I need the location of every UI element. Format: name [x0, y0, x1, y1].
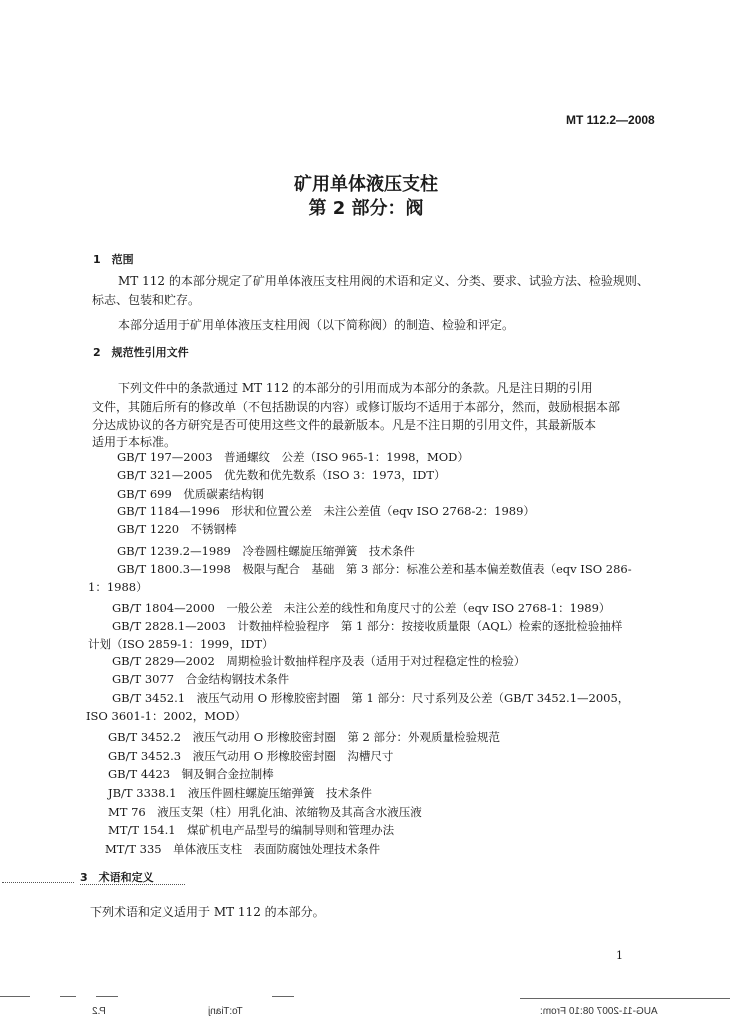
document-title: 矿用单体液压支柱: [294, 174, 438, 195]
fax-footer-dash: [96, 996, 118, 997]
fax-footer-recipient: To:Tianj: [208, 1006, 243, 1017]
reference-item: GB/T 2829—2002 周期检验计数抽样程序及表（适用于对过程稳定性的检验）: [112, 654, 526, 668]
section-1-para-1-line-1: MT 112 的本部分规定了矿用单体液压支柱用阀的术语和定义、分类、要求、试验方法、检验规则、: [118, 274, 649, 288]
section-2-heading: 2 规范性引用文件: [93, 346, 189, 359]
section-1-heading: 1 范围: [93, 253, 134, 266]
section-3-heading: 3 术语和定义: [80, 871, 154, 884]
page-number: 1: [616, 949, 623, 962]
section-3-heading-underline: [80, 884, 185, 885]
reference-item: GB/T 1239.2—1989 冷卷圆柱螺旋压缩弹簧 技术条件: [117, 544, 415, 558]
reference-item: MT/T 154.1 煤矿机电产品型号的编制导则和管理办法: [108, 823, 395, 837]
section-2-intro-line-2: 文件，其随后所有的修改单（不包括勘误的内容）或修订版均不适用于本部分，然而，鼓励根据本部: [92, 400, 621, 414]
section-1-para-1-line-2: 标志、包装和贮存。: [92, 293, 201, 307]
reference-item: GB/T 1184—1996 形状和位置公差 未注公差值（eqv ISO 2768-2：1989）: [117, 504, 535, 518]
fax-footer-dash: [60, 996, 76, 997]
reference-item: GB/T 3452.2 液压气动用 O 形橡胶密封圈 第 2 部分：外观质量检验规范: [108, 730, 500, 744]
fax-footer-sender-timestamp: AUG-11-2007 08:10 From:: [540, 1006, 658, 1017]
reference-item-continued: 1：1988）: [88, 580, 148, 594]
document-subtitle: 第 2 部分：阀: [308, 198, 424, 219]
reference-item: MT/T 335 单体液压支柱 表面防腐蚀处理技术条件: [105, 842, 381, 856]
section-1-para-2: 本部分适用于矿用单体液压支柱用阀（以下简称阀）的制造、检验和评定。: [118, 318, 515, 332]
reference-item: GB/T 3077 合金结构钢技术条件: [112, 672, 290, 686]
reference-item: GB/T 699 优质碳素结构钢: [117, 487, 264, 501]
reference-item: GB/T 1804—2000 一般公差 未注公差的线性和角度尺寸的公差（eqv ISO 2768-1：1989）: [112, 601, 611, 615]
reference-item: GB/T 2828.1—2003 计数抽样检验程序 第 1 部分：按接收质量限（AQL）检索的逐批检验抽样: [112, 619, 623, 633]
fax-footer-dash: [0, 996, 30, 997]
left-margin-dotted-line: [2, 882, 74, 883]
reference-item-continued: 计划（ISO 2859-1：1999，IDT）: [88, 637, 274, 651]
reference-item: GB/T 1220 不锈钢棒: [117, 522, 237, 536]
fax-footer-dash: [272, 996, 294, 997]
reference-item: GB/T 3452.3 液压气动用 O 形橡胶密封圈 沟槽尺寸: [108, 749, 394, 763]
reference-item: GB/T 4423 铜及铜合金拉制棒: [108, 767, 274, 781]
reference-item: MT 76 液压支架（柱）用乳化油、浓缩物及其高含水液压液: [108, 805, 422, 819]
fax-footer-dash: [520, 998, 730, 999]
section-2-intro-line-3: 分达成协议的各方研究是否可使用这些文件的最新版本。凡是不注日期的引用文件，其最新版本: [92, 418, 597, 432]
section-2-intro-line-1: 下列文件中的条款通过 MT 112 的本部分的引用而成为本部分的条款。凡是注日期的引用: [118, 381, 593, 395]
section-2-intro-line-4: 适用于本标准。: [92, 435, 177, 449]
reference-item: GB/T 1800.3—1998 极限与配合 基础 第 3 部分：标准公差和基本偏差数值表（eqv ISO 286-: [117, 562, 632, 576]
fax-footer-page: P.2: [92, 1006, 106, 1017]
reference-item: GB/T 197—2003 普通螺纹 公差（ISO 965-1：1998，MOD）: [117, 450, 469, 464]
reference-item: GB/T 321—2005 优先数和优先数系（ISO 3：1973，IDT）: [117, 468, 446, 482]
section-3-intro: 下列术语和定义适用于 MT 112 的本部分。: [90, 905, 325, 919]
reference-item: JB/T 3338.1 液压件圆柱螺旋压缩弹簧 技术条件: [108, 786, 372, 800]
standard-code-header: MT 112.2—2008: [566, 113, 655, 127]
reference-item: GB/T 3452.1 液压气动用 O 形橡胶密封圈 第 1 部分：尺寸系列及公差（GB/T 3452.1—2005，: [112, 691, 630, 705]
reference-item-continued: ISO 3601-1：2002，MOD）: [86, 709, 247, 723]
